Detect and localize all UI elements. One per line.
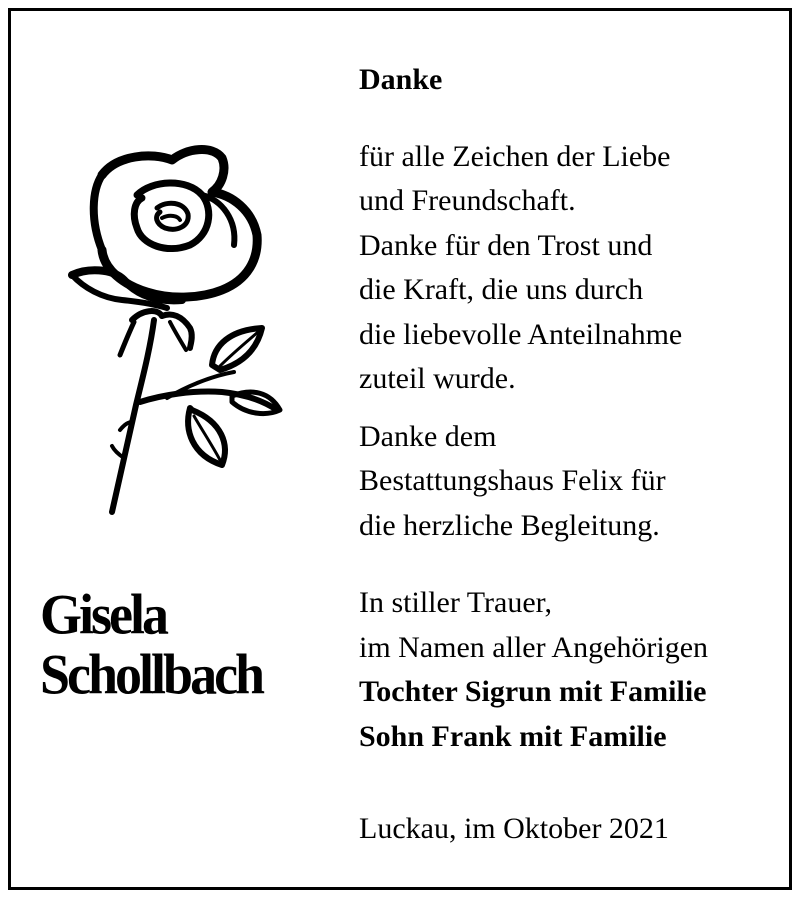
thanks-paragraph bbox=[359, 135, 779, 402]
funeral-home-line: die herzliche Begleitung. bbox=[359, 508, 660, 542]
family-line: Tochter Sigrun mit Familie bbox=[359, 675, 707, 708]
notice-text bbox=[359, 58, 779, 852]
place-date: Luckau, im Oktober 2021 bbox=[359, 812, 669, 845]
last-name: Schollbach bbox=[40, 643, 263, 706]
mourning-line: im Namen aller Angehörigen bbox=[359, 630, 709, 664]
mourning-line: In stiller Trauer, bbox=[359, 586, 552, 619]
deceased-name bbox=[40, 583, 340, 706]
notice-title: Danke bbox=[359, 63, 443, 96]
mourning-paragraph bbox=[359, 581, 779, 759]
thanks-line: die Kraft, die uns durch bbox=[359, 273, 644, 306]
thanks-line: und Freundschaft. bbox=[359, 184, 576, 217]
funeral-home-line: Bestattungshaus Felix für bbox=[359, 464, 666, 497]
thanks-line: für alle Zeichen der Liebe bbox=[359, 139, 671, 173]
funeral-home-line: Danke dem bbox=[359, 419, 497, 453]
first-name: Gisela bbox=[40, 583, 166, 646]
funeral-home-paragraph bbox=[359, 415, 779, 549]
rose-icon bbox=[62, 140, 292, 520]
thanks-line: zuteil wurde. bbox=[359, 362, 516, 395]
family-line: Sohn Frank mit Familie bbox=[359, 719, 667, 753]
thanks-line: Danke für den Trost und bbox=[359, 228, 653, 262]
thanks-line: die liebevolle Anteilnahme bbox=[359, 317, 683, 351]
